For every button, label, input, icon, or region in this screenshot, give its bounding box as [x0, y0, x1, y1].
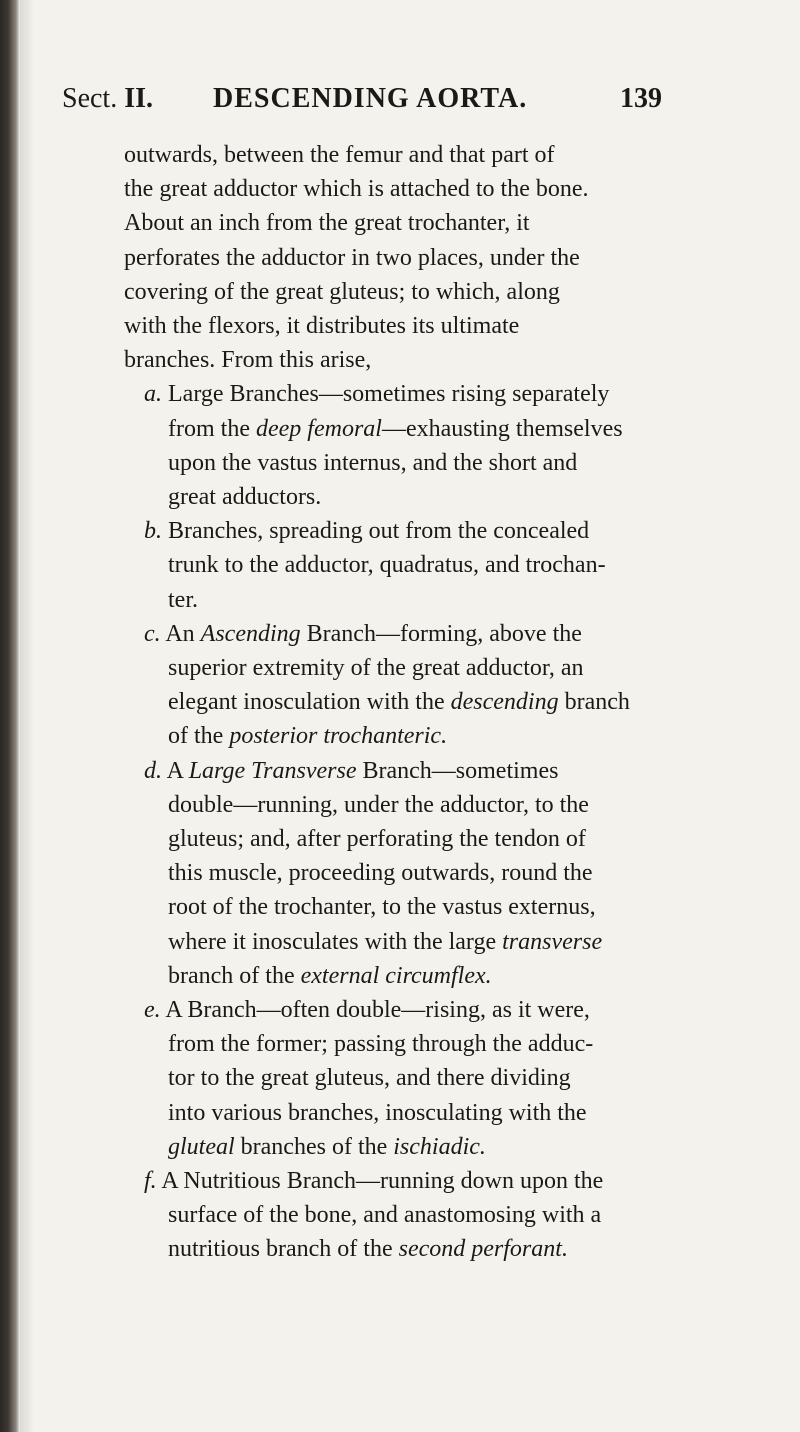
chapter-title: DESCENDING AORTA. [213, 83, 528, 114]
text-line [124, 343, 371, 377]
list-item-continuation-line [168, 1232, 568, 1266]
text-run: A [162, 757, 189, 784]
text-run: great adductors. [168, 484, 322, 510]
text-line [124, 309, 519, 343]
list-item-continuation-line [168, 480, 321, 514]
text-run: branches of the [234, 1133, 394, 1160]
running-header [0, 83, 800, 123]
list-item-continuation-line [168, 1198, 601, 1232]
text-run: from the [168, 415, 256, 442]
list-item-continuation-line [168, 856, 593, 890]
text-run: from the former; passing through the adduc- [168, 1031, 594, 1058]
italic-text: e. [144, 997, 161, 1023]
text-line [124, 206, 530, 240]
text-line [124, 172, 589, 206]
text-line [124, 275, 560, 309]
text-run: A Nutritious Branch—running down upon the [156, 1168, 604, 1194]
list-item-continuation-line [168, 1027, 593, 1061]
italic-text: ischiadic. [393, 1133, 486, 1160]
list-item-continuation-line [168, 446, 577, 480]
italic-text: c. [144, 620, 161, 647]
list-item-continuation-line [168, 548, 606, 582]
page-number: 139 [620, 83, 662, 114]
text-line [124, 138, 555, 172]
list-item-continuation-line [168, 822, 586, 856]
list-item-continuation-line [168, 685, 630, 719]
text-run: An [160, 620, 201, 647]
text-run: the great adductor which is attached to the bone. [124, 176, 589, 203]
list-item-continuation-line [168, 412, 623, 446]
text-run: superior extremity of the great adductor, an [168, 655, 584, 681]
italic-text: d. [144, 757, 162, 784]
italic-text: transverse [502, 928, 603, 955]
text-run: branches. From this arise, [124, 347, 372, 374]
italic-text: f. [144, 1168, 157, 1194]
text-run: outwards, between the femur and that part of [124, 142, 555, 168]
text-line [124, 241, 580, 275]
list-item-continuation-line [168, 1061, 571, 1095]
list-item-first-line [144, 993, 590, 1027]
list-item-continuation-line [168, 959, 492, 993]
text-run: root of the trochanter, to the vastus externus, [168, 894, 596, 921]
text-run: where it inosculates with the large [168, 928, 503, 955]
section-label: Sect. [62, 83, 118, 114]
text-run: Large Branches—sometimes rising separately [162, 381, 610, 408]
list-item-continuation-line [168, 1096, 587, 1130]
list-item-continuation-line [168, 925, 602, 959]
text-run: About an inch from the great trochanter, it [124, 210, 530, 237]
text-run: surface of the bone, and anastomosing with a [168, 1202, 602, 1229]
text-run: into various branches, inosculating with the [168, 1099, 587, 1126]
text-run: —exhausting themselves [381, 415, 623, 442]
text-run: ter. [168, 586, 198, 613]
text-run: gluteus; and, after perforating the tendon of [168, 826, 586, 852]
list-item-continuation-line [168, 583, 198, 617]
text-run: double—running, under the adductor, to the [168, 791, 589, 818]
list-item-first-line [144, 377, 609, 411]
italic-text: deep femoral [255, 415, 382, 442]
italic-text: posterior trochanteric. [229, 723, 448, 750]
italic-text: external circumflex. [300, 962, 492, 989]
list-item-first-line [144, 754, 558, 788]
text-run: nutritious branch of the [168, 1236, 399, 1263]
italic-text: a. [144, 381, 162, 408]
text-run: upon the vastus internus, and the short and [168, 449, 578, 476]
text-run: elegant inosculation with the [168, 689, 451, 716]
list-item-first-line [144, 617, 582, 651]
italic-text: descending [450, 689, 559, 716]
text-run: Branch—forming, above the [300, 620, 582, 647]
list-item-continuation-line [168, 651, 584, 685]
gutter-shadow [20, 0, 34, 1432]
italic-text: gluteal [168, 1133, 235, 1160]
book-spine-edge [0, 0, 20, 1432]
list-item-first-line [144, 1164, 603, 1198]
text-run: Branches, spreading out from the concealed [162, 518, 590, 545]
text-run: covering of the great gluteus; to which, along [124, 278, 560, 305]
italic-text: Ascending [200, 620, 301, 647]
list-item-first-line [144, 514, 589, 548]
list-item-continuation-line [168, 1130, 486, 1164]
italic-text: second perforant. [398, 1236, 568, 1263]
text-run: trunk to the adductor, quadratus, and trochan- [168, 552, 606, 579]
text-run: Branch—sometimes [356, 757, 559, 784]
section-reference [62, 83, 153, 115]
text-run: this muscle, proceeding outwards, round the [168, 860, 593, 887]
text-run: A Branch—often double—rising, as it were, [160, 997, 590, 1023]
list-item-continuation-line [168, 719, 447, 753]
text-run: with the flexors, it distributes its ultimate [124, 313, 520, 339]
text-run: branch of the [168, 962, 301, 989]
text-run: of the [168, 723, 230, 750]
italic-text: b. [144, 518, 162, 545]
list-item-continuation-line [168, 890, 596, 924]
text-run: branch [558, 689, 630, 716]
list-item-continuation-line [168, 788, 589, 822]
text-run: tor to the great gluteus, and there dividing [168, 1065, 571, 1092]
italic-text: Large Transverse [188, 757, 357, 784]
section-number: II. [124, 83, 154, 114]
text-run: perforates the adductor in two places, under the [124, 244, 580, 271]
